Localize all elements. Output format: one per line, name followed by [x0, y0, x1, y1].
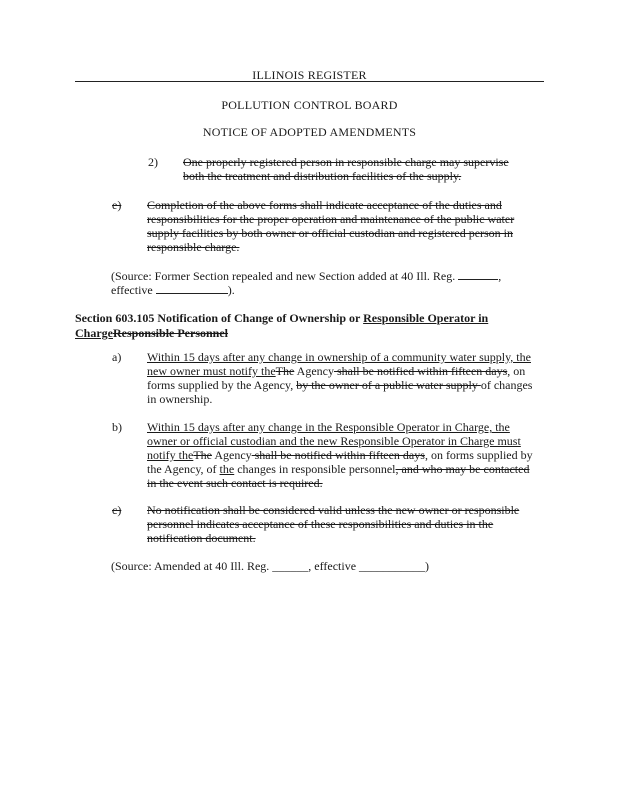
para-a-deleted-1: The — [275, 364, 295, 378]
para-a-deleted-3: by the owner of a public water supply — [296, 378, 481, 392]
para-b-inserted-2: the — [219, 462, 235, 476]
para-b-deleted-1: The — [193, 448, 212, 462]
para-c-text: No notification shall be considered valid unless the new owner or responsible personnel indicates acceptance of these responsibilities and duties in the notification document. — [147, 503, 520, 545]
register-header: ILLINOIS REGISTER — [252, 68, 367, 82]
register-blank — [458, 269, 498, 280]
section-title-inserted: Responsible Operator in Charge — [75, 311, 489, 340]
para-b-text — [147, 420, 535, 490]
para-b-text-3: changes in responsible personnel — [234, 462, 396, 476]
item-2-label: 2) — [148, 155, 158, 169]
para-c-label: c) — [112, 503, 122, 517]
effective-blank — [156, 283, 228, 294]
source-note-2: (Source: Amended at 40 Ill. Reg. ______, effective ___________) — [111, 559, 430, 573]
para-a-text-2: , on forms supplied by the Agency, — [147, 364, 526, 392]
notice-header: NOTICE OF ADOPTED AMENDMENTS — [202, 125, 417, 139]
para-b-label: b) — [112, 420, 122, 434]
para-b-deleted-2: shall be notified within fifteen days — [251, 448, 425, 462]
section-title-deleted: Responsible Personnel — [113, 326, 229, 340]
para-a-label: a) — [112, 350, 122, 364]
para-b-deleted-3: , and who may be contacted in the event such contact is required. — [147, 462, 530, 490]
para-a-inserted-1: Within 15 days after any change in ownership of a community water supply, the new owner must notify the — [147, 350, 531, 378]
source-1-end: ). — [227, 283, 235, 297]
source-note-1 — [111, 269, 531, 297]
header-rule — [75, 81, 544, 82]
para-b-text-2: , on forms supplied by the Agency, of — [147, 448, 533, 476]
item-e-text: Completion of the above forms shall indicate acceptance of the duties and responsibilities for the proper operation and maintenance of the public water supply facilities by both owner or official custodian and registered person in responsible charge. — [147, 198, 515, 254]
item-2-text: One properly registered person in responsible charge may supervise both the treatment and distribution facilities of the supply. — [183, 155, 509, 183]
board-header: POLLUTION CONTROL BOARD — [221, 98, 398, 112]
item-e-label: e) — [112, 198, 122, 212]
para-b-text-1: Agency — [211, 448, 252, 462]
section-title — [75, 311, 515, 341]
para-a-deleted-2: shall be notified within fifteen days — [333, 364, 508, 378]
section-title-text: Section 603.105 Notification of Change of Ownership or — [75, 311, 364, 325]
source-1-comma: , — [498, 269, 502, 283]
para-a-text-3: of changes in ownership. — [147, 378, 533, 406]
para-a-text — [147, 350, 535, 406]
para-b-inserted-1: Within 15 days after any change in the Responsible Operator in Charge, the owner or official custodian and the new Responsible Operator in Charge must notify the — [147, 420, 521, 462]
source-1-line1: (Source: Former Section repealed and new Section added at 40 Ill. Reg. — [111, 269, 459, 283]
source-1-line2: effective — [111, 283, 156, 297]
para-a-text-1: Agency — [294, 364, 334, 378]
